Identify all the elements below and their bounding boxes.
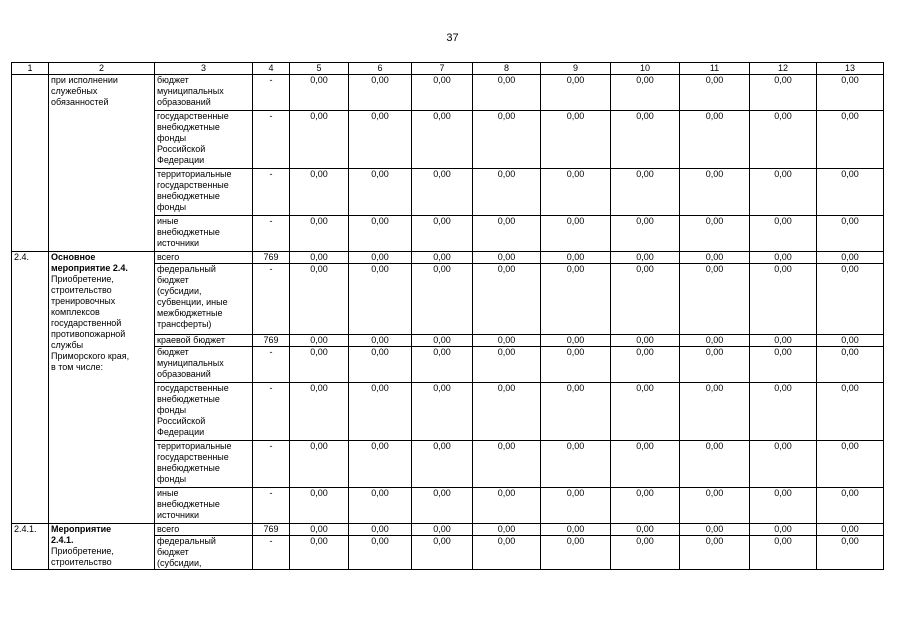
amount-cell: 0,00 <box>349 335 412 347</box>
amount-cell: 0,00 <box>290 252 349 264</box>
amount-cell: 0,00 <box>412 75 473 111</box>
amount-cell: 0,00 <box>290 441 349 488</box>
amount-cell: 0,00 <box>541 347 611 383</box>
column-header: 6 <box>349 63 412 75</box>
amount-cell: 0,00 <box>412 335 473 347</box>
amount-cell: 0,00 <box>412 216 473 252</box>
table-row <box>12 252 884 264</box>
amount-cell: 0,00 <box>680 75 750 111</box>
amount-cell: 0,00 <box>349 75 412 111</box>
text-line: муниципальных <box>157 86 224 96</box>
text-line: государственные <box>157 111 229 121</box>
item-name-cell <box>49 252 155 524</box>
text-line: комплексов <box>51 307 100 317</box>
amount-cell: 0,00 <box>541 111 611 169</box>
code-cell: 769 <box>253 252 290 264</box>
amount-cell: 0,00 <box>349 111 412 169</box>
amount-cell: 0,00 <box>611 441 680 488</box>
amount-cell: 0,00 <box>541 75 611 111</box>
text-line: внебюджетные <box>157 394 220 404</box>
text-line: фонды <box>157 133 187 143</box>
funding-source-cell <box>155 488 253 524</box>
amount-cell: 0,00 <box>290 536 349 570</box>
text-line: образований <box>157 97 211 107</box>
amount-cell: 0,00 <box>611 488 680 524</box>
column-header: 3 <box>155 63 253 75</box>
text-line: служебных <box>51 86 98 96</box>
text-line: внебюджетные <box>157 499 220 509</box>
amount-cell: 0,00 <box>541 264 611 335</box>
item-name-cell <box>49 75 155 252</box>
funding-source-cell <box>155 335 253 347</box>
amount-cell: 0,00 <box>611 252 680 264</box>
code-cell: - <box>253 536 290 570</box>
text-line: противопожарной <box>51 329 126 339</box>
amount-cell: 0,00 <box>349 536 412 570</box>
funding-source-cell <box>155 252 253 264</box>
amount-cell: 0,00 <box>473 75 541 111</box>
amount-cell: 0,00 <box>290 111 349 169</box>
code-cell: - <box>253 347 290 383</box>
column-header: 8 <box>473 63 541 75</box>
funding-source-cell <box>155 75 253 111</box>
amount-cell: 0,00 <box>412 488 473 524</box>
text-line: внебюджетные <box>157 122 220 132</box>
amount-cell: 0,00 <box>349 441 412 488</box>
text-line: Федерации <box>157 427 205 437</box>
amount-cell: 0,00 <box>750 335 817 347</box>
text-line: при исполнении <box>51 75 118 85</box>
text-line: фонды <box>157 202 187 212</box>
funding-source-cell <box>155 216 253 252</box>
amount-cell: 0,00 <box>290 264 349 335</box>
column-header: 2 <box>49 63 155 75</box>
amount-cell: 0,00 <box>680 441 750 488</box>
amount-cell: 0,00 <box>541 536 611 570</box>
amount-cell: 0,00 <box>412 111 473 169</box>
column-header: 7 <box>412 63 473 75</box>
funding-source-cell <box>155 347 253 383</box>
column-header: 1 <box>12 63 49 75</box>
amount-cell: 0,00 <box>541 216 611 252</box>
amount-cell: 0,00 <box>817 488 884 524</box>
text-line: в том числе: <box>51 362 103 372</box>
amount-cell: 0,00 <box>412 441 473 488</box>
funding-source-cell <box>155 536 253 570</box>
text-line: бюджет <box>157 347 189 357</box>
amount-cell: 0,00 <box>611 383 680 441</box>
amount-cell: 0,00 <box>473 264 541 335</box>
amount-cell: 0,00 <box>412 252 473 264</box>
amount-cell: 0,00 <box>290 216 349 252</box>
amount-cell: 0,00 <box>750 347 817 383</box>
text-line: федеральный <box>157 536 216 546</box>
amount-cell: 0,00 <box>680 111 750 169</box>
amount-cell: 0,00 <box>349 488 412 524</box>
amount-cell: 0,00 <box>680 216 750 252</box>
amount-cell: 0,00 <box>412 264 473 335</box>
amount-cell: 0,00 <box>473 524 541 536</box>
text-line: государственной <box>51 318 122 328</box>
amount-cell: 0,00 <box>541 383 611 441</box>
amount-cell: 0,00 <box>412 169 473 216</box>
amount-cell: 0,00 <box>750 441 817 488</box>
table-row <box>12 524 884 536</box>
amount-cell: 0,00 <box>611 536 680 570</box>
text-line: Мероприятие <box>51 524 112 534</box>
amount-cell: 0,00 <box>349 347 412 383</box>
amount-cell: 0,00 <box>680 488 750 524</box>
column-header: 10 <box>611 63 680 75</box>
text-line: фонды <box>157 474 187 484</box>
amount-cell: 0,00 <box>611 335 680 347</box>
amount-cell: 0,00 <box>680 536 750 570</box>
amount-cell: 0,00 <box>611 111 680 169</box>
amount-cell: 0,00 <box>817 264 884 335</box>
text-line: 2.4.1. <box>51 535 74 545</box>
amount-cell: 0,00 <box>290 335 349 347</box>
amount-cell: 0,00 <box>817 169 884 216</box>
amount-cell: 0,00 <box>412 536 473 570</box>
text-line: муниципальных <box>157 358 224 368</box>
code-cell: - <box>253 264 290 335</box>
funding-source-cell <box>155 169 253 216</box>
funding-source-cell <box>155 441 253 488</box>
text-line: всего <box>157 252 180 262</box>
text-line: строительство <box>51 285 112 295</box>
amount-cell: 0,00 <box>750 524 817 536</box>
amount-cell: 0,00 <box>680 252 750 264</box>
amount-cell: 0,00 <box>473 335 541 347</box>
column-header: 11 <box>680 63 750 75</box>
amount-cell: 0,00 <box>473 488 541 524</box>
funding-source-cell <box>155 524 253 536</box>
text-line: бюджет <box>157 547 189 557</box>
amount-cell: 0,00 <box>680 347 750 383</box>
amount-cell: 0,00 <box>611 169 680 216</box>
funding-source-cell <box>155 383 253 441</box>
text-line: государственные <box>157 383 229 393</box>
text-line: краевой бюджет <box>157 335 225 345</box>
budget-table <box>11 62 884 570</box>
amount-cell: 0,00 <box>817 252 884 264</box>
amount-cell: 0,00 <box>750 111 817 169</box>
amount-cell: 0,00 <box>473 347 541 383</box>
amount-cell: 0,00 <box>541 441 611 488</box>
amount-cell: 0,00 <box>680 335 750 347</box>
amount-cell: 0,00 <box>611 216 680 252</box>
text-line: Российской <box>157 416 206 426</box>
item-number-cell <box>12 75 49 252</box>
amount-cell: 0,00 <box>349 169 412 216</box>
amount-cell: 0,00 <box>750 383 817 441</box>
code-cell: - <box>253 75 290 111</box>
amount-cell: 0,00 <box>817 441 884 488</box>
amount-cell: 0,00 <box>817 335 884 347</box>
amount-cell: 0,00 <box>541 252 611 264</box>
amount-cell: 0,00 <box>349 252 412 264</box>
amount-cell: 0,00 <box>750 536 817 570</box>
text-line: иные <box>157 488 179 498</box>
page-number: 37 <box>446 32 459 44</box>
code-cell: - <box>253 169 290 216</box>
amount-cell: 0,00 <box>349 216 412 252</box>
funding-source-cell <box>155 264 253 335</box>
amount-cell: 0,00 <box>412 524 473 536</box>
funding-source-cell <box>155 111 253 169</box>
amount-cell: 0,00 <box>412 347 473 383</box>
column-header: 9 <box>541 63 611 75</box>
amount-cell: 0,00 <box>290 524 349 536</box>
item-number: 2.4. <box>14 252 30 262</box>
item-number-cell <box>12 524 49 570</box>
text-line: мероприятие 2.4. <box>51 263 128 273</box>
amount-cell: 0,00 <box>817 75 884 111</box>
code-cell: - <box>253 216 290 252</box>
text-line: тренировочных <box>51 296 116 306</box>
amount-cell: 0,00 <box>473 252 541 264</box>
code-cell: - <box>253 383 290 441</box>
text-line: внебюджетные <box>157 463 220 473</box>
amount-cell: 0,00 <box>817 111 884 169</box>
text-line: государственные <box>157 180 229 190</box>
amount-cell: 0,00 <box>817 347 884 383</box>
amount-cell: 0,00 <box>290 383 349 441</box>
text-line: бюджет <box>157 275 189 285</box>
amount-cell: 0,00 <box>750 488 817 524</box>
text-line: иные <box>157 216 179 226</box>
amount-cell: 0,00 <box>541 169 611 216</box>
text-line: (субсидии, <box>157 286 202 296</box>
amount-cell: 0,00 <box>541 488 611 524</box>
item-number-cell <box>12 252 49 524</box>
text-line: фонды <box>157 405 187 415</box>
text-line: строительство <box>51 557 112 567</box>
amount-cell: 0,00 <box>290 488 349 524</box>
text-line: внебюджетные <box>157 191 220 201</box>
text-line: внебюджетные <box>157 227 220 237</box>
amount-cell: 0,00 <box>680 383 750 441</box>
amount-cell: 0,00 <box>750 169 817 216</box>
code-cell: - <box>253 441 290 488</box>
text-line: трансферты) <box>157 319 212 329</box>
amount-cell: 0,00 <box>611 75 680 111</box>
text-line: межбюджетные <box>157 308 223 318</box>
amount-cell: 0,00 <box>290 347 349 383</box>
amount-cell: 0,00 <box>680 264 750 335</box>
amount-cell: 0,00 <box>817 216 884 252</box>
column-header: 13 <box>817 63 884 75</box>
amount-cell: 0,00 <box>473 169 541 216</box>
amount-cell: 0,00 <box>750 216 817 252</box>
text-line: Приморского края, <box>51 351 130 361</box>
amount-cell: 0,00 <box>349 383 412 441</box>
text-line: территориальные <box>157 169 232 179</box>
code-cell: 769 <box>253 524 290 536</box>
text-line: источники <box>157 238 200 248</box>
text-line: образований <box>157 369 211 379</box>
item-number: 2.4.1. <box>14 524 37 534</box>
amount-cell: 0,00 <box>611 347 680 383</box>
column-header: 12 <box>750 63 817 75</box>
amount-cell: 0,00 <box>750 252 817 264</box>
amount-cell: 0,00 <box>473 441 541 488</box>
text-line: бюджет <box>157 75 189 85</box>
amount-cell: 0,00 <box>541 335 611 347</box>
item-name-cell <box>49 524 155 570</box>
text-line: (субсидии, <box>157 558 202 568</box>
amount-cell: 0,00 <box>290 75 349 111</box>
text-line: государственные <box>157 452 229 462</box>
column-header: 5 <box>290 63 349 75</box>
text-line: Приобретение, <box>51 546 114 556</box>
text-line: службы <box>51 340 84 350</box>
amount-cell: 0,00 <box>680 524 750 536</box>
text-line: Федерации <box>157 155 205 165</box>
code-cell: - <box>253 488 290 524</box>
code-cell: - <box>253 111 290 169</box>
column-header: 4 <box>253 63 290 75</box>
text-line: обязанностей <box>51 97 109 107</box>
text-line: всего <box>157 524 180 534</box>
amount-cell: 0,00 <box>611 524 680 536</box>
amount-cell: 0,00 <box>473 383 541 441</box>
code-cell: 769 <box>253 335 290 347</box>
amount-cell: 0,00 <box>817 383 884 441</box>
amount-cell: 0,00 <box>817 536 884 570</box>
amount-cell: 0,00 <box>473 536 541 570</box>
text-line: Основное <box>51 252 96 262</box>
amount-cell: 0,00 <box>611 264 680 335</box>
column-numbers-row <box>12 63 884 75</box>
amount-cell: 0,00 <box>290 169 349 216</box>
table-row <box>12 75 884 111</box>
amount-cell: 0,00 <box>680 169 750 216</box>
amount-cell: 0,00 <box>349 524 412 536</box>
amount-cell: 0,00 <box>750 75 817 111</box>
text-line: Российской <box>157 144 206 154</box>
text-line: Приобретение, <box>51 274 114 284</box>
amount-cell: 0,00 <box>412 383 473 441</box>
amount-cell: 0,00 <box>541 524 611 536</box>
text-line: федеральный <box>157 264 216 274</box>
amount-cell: 0,00 <box>817 524 884 536</box>
text-line: источники <box>157 510 200 520</box>
text-line: территориальные <box>157 441 232 451</box>
text-line: субвенции, иные <box>157 297 228 307</box>
amount-cell: 0,00 <box>473 111 541 169</box>
amount-cell: 0,00 <box>750 264 817 335</box>
amount-cell: 0,00 <box>349 264 412 335</box>
amount-cell: 0,00 <box>473 216 541 252</box>
